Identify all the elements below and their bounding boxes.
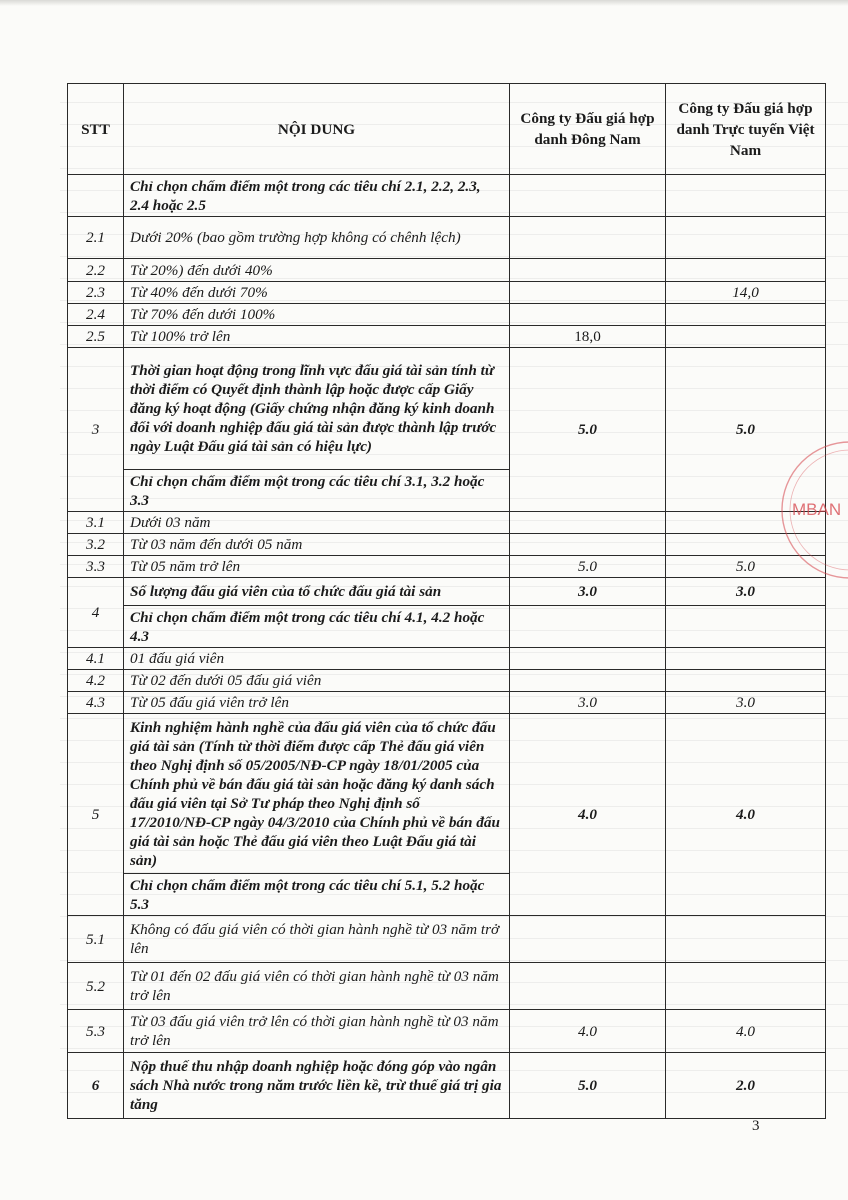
table-row <box>68 692 826 714</box>
table-row <box>68 348 826 470</box>
row-content: 01 đấu giá viên <box>124 648 510 670</box>
row-score-2 <box>666 217 826 259</box>
row-score-2 <box>666 648 826 670</box>
row-content: Từ 02 đến dưới 05 đấu giá viên <box>124 670 510 692</box>
row-content: Chỉ chọn chấm điểm một trong các tiêu chí 5.1, 5.2 hoặc 5.3 <box>124 874 510 916</box>
row-score-1: 5.0 <box>510 556 666 578</box>
row-score-2 <box>666 326 826 348</box>
header-org-dong-nam: Công ty Đấu giá hợp danh Đông Nam <box>510 84 666 175</box>
table-row <box>68 259 826 282</box>
row-score-2 <box>666 259 826 282</box>
row-score-1 <box>510 606 666 648</box>
row-content: Số lượng đấu giá viên của tổ chức đấu giá tài sản <box>124 578 510 606</box>
row-score-2: 4.0 <box>666 1010 826 1053</box>
row-content: Từ 40% đến dưới 70% <box>124 282 510 304</box>
table-row <box>68 606 826 648</box>
header-content: NỘI DUNG <box>124 84 510 175</box>
row-score-1: 5.0 <box>510 348 666 512</box>
row-score-1 <box>510 282 666 304</box>
table-row <box>68 282 826 304</box>
row-score-2 <box>666 670 826 692</box>
row-stt: 3.1 <box>68 512 124 534</box>
row-score-1: 18,0 <box>510 326 666 348</box>
row-score-2 <box>666 606 826 648</box>
row-content: Dưới 03 năm <box>124 512 510 534</box>
row-stt: 5.2 <box>68 963 124 1010</box>
row-score-2: 5.0 <box>666 556 826 578</box>
table-row <box>68 217 826 259</box>
table-row <box>68 916 826 963</box>
row-score-2 <box>666 512 826 534</box>
row-content: Từ 20%) đến dưới 40% <box>124 259 510 282</box>
scan-edge <box>0 0 848 6</box>
row-score-2 <box>666 534 826 556</box>
row-stt: 5 <box>68 714 124 916</box>
table-row <box>68 512 826 534</box>
stamp-text: MBAN <box>792 500 842 519</box>
table-row <box>68 1010 826 1053</box>
table-row <box>68 963 826 1010</box>
row-content: Thời gian hoạt động trong lĩnh vực đấu giá tài sản tính từ thời điểm có Quyết định thành lập hoặc được cấp Giấy đăng ký hoạt động (Giấy chứng nhận đăng ký kinh doanh đối với doanh nghiệp đấu giá tài sản được thành lập trước ngày Luật Đấu giá tài sản có hiệu lực) <box>124 348 510 470</box>
row-score-2: 14,0 <box>666 282 826 304</box>
row-stt: 3.3 <box>68 556 124 578</box>
row-score-1 <box>510 259 666 282</box>
row-score-2 <box>666 963 826 1010</box>
row-score-1 <box>510 648 666 670</box>
table-header-row <box>68 84 826 175</box>
row-score-2 <box>666 916 826 963</box>
row-content: Kinh nghiệm hành nghề của đấu giá viên của tổ chức đấu giá tài sản (Tính từ thời điểm được cấp Thẻ đấu giá viên theo Nghị định số 05/2005/NĐ-CP ngày 18/01/2005 của Chính phủ về bán đấu giá tài sản hoặc đăng ký danh sách đấu giá viên tại Sở Tư pháp theo Nghị định số 17/2010/NĐ-CP ngày 04/3/2010 của Chính phủ về bán đấu giá tài sản hoặc Thẻ đấu giá viên theo Luật Đấu giá tài sản) <box>124 714 510 874</box>
row-content: Chỉ chọn chấm điểm một trong các tiêu chí 4.1, 4.2 hoặc 4.3 <box>124 606 510 648</box>
row-score-1: 4.0 <box>510 1010 666 1053</box>
row-score-1: 4.0 <box>510 714 666 916</box>
row-content: Nộp thuế thu nhập doanh nghiệp hoặc đóng góp vào ngân sách Nhà nước trong năm trước liền kề, trừ thuế giá trị gia tăng <box>124 1053 510 1119</box>
row-stt: 2.2 <box>68 259 124 282</box>
row-stt: 4.1 <box>68 648 124 670</box>
row-score-1 <box>510 217 666 259</box>
row-stt: 5.1 <box>68 916 124 963</box>
row-score-1 <box>510 175 666 217</box>
row-score-1: 3.0 <box>510 692 666 714</box>
row-score-2: 3.0 <box>666 692 826 714</box>
row-stt: 3 <box>68 348 124 512</box>
row-score-1 <box>510 963 666 1010</box>
row-score-2: 3.0 <box>666 578 826 606</box>
table-row <box>68 556 826 578</box>
row-content: Từ 70% đến dưới 100% <box>124 304 510 326</box>
row-score-1: 3.0 <box>510 578 666 606</box>
scoring-table <box>67 83 826 1119</box>
row-score-1 <box>510 512 666 534</box>
table-row <box>68 175 826 217</box>
table-row <box>68 326 826 348</box>
table-row <box>68 578 826 606</box>
row-stt: 4.2 <box>68 670 124 692</box>
row-score-1 <box>510 916 666 963</box>
row-stt: 4 <box>68 578 124 648</box>
page-number: 3 <box>752 1118 760 1134</box>
row-content: Từ 05 năm trở lên <box>124 556 510 578</box>
row-stt: 2.3 <box>68 282 124 304</box>
row-stt: 2.1 <box>68 217 124 259</box>
header-stt: STT <box>68 84 124 175</box>
row-stt: 6 <box>68 1053 124 1119</box>
table-row <box>68 534 826 556</box>
row-score-2 <box>666 175 826 217</box>
row-content: Từ 03 đấu giá viên trở lên có thời gian hành nghề từ 03 năm trở lên <box>124 1010 510 1053</box>
row-score-2: 4.0 <box>666 714 826 916</box>
header-org-truc-tuyen: Công ty Đấu giá hợp danh Trực tuyến Việt Nam <box>666 84 826 175</box>
row-score-1 <box>510 670 666 692</box>
row-content: Chỉ chọn chấm điểm một trong các tiêu chí 2.1, 2.2, 2.3, 2.4 hoặc 2.5 <box>124 175 510 217</box>
row-stt <box>68 175 124 217</box>
row-stt: 5.3 <box>68 1010 124 1053</box>
row-score-2 <box>666 304 826 326</box>
row-stt: 3.2 <box>68 534 124 556</box>
row-score-1 <box>510 534 666 556</box>
table-row <box>68 1053 826 1119</box>
row-content: Từ 05 đấu giá viên trở lên <box>124 692 510 714</box>
row-score-2: 5.0 <box>666 348 826 512</box>
row-score-1 <box>510 304 666 326</box>
row-content: Từ 01 đến 02 đấu giá viên có thời gian hành nghề từ 03 năm trở lên <box>124 963 510 1010</box>
row-content: Từ 100% trở lên <box>124 326 510 348</box>
row-content: Chỉ chọn chấm điểm một trong các tiêu chí 3.1, 3.2 hoặc 3.3 <box>124 470 510 512</box>
table-row <box>68 670 826 692</box>
table-row <box>68 714 826 874</box>
row-content: Từ 03 năm đến dưới 05 năm <box>124 534 510 556</box>
row-content: Không có đấu giá viên có thời gian hành nghề từ 03 năm trở lên <box>124 916 510 963</box>
row-stt: 2.4 <box>68 304 124 326</box>
row-stt: 2.5 <box>68 326 124 348</box>
row-stt: 4.3 <box>68 692 124 714</box>
table-row <box>68 648 826 670</box>
row-content: Dưới 20% (bao gồm trường hợp không có chênh lệch) <box>124 217 510 259</box>
table-row <box>68 304 826 326</box>
row-score-1: 5.0 <box>510 1053 666 1119</box>
row-score-2: 2.0 <box>666 1053 826 1119</box>
